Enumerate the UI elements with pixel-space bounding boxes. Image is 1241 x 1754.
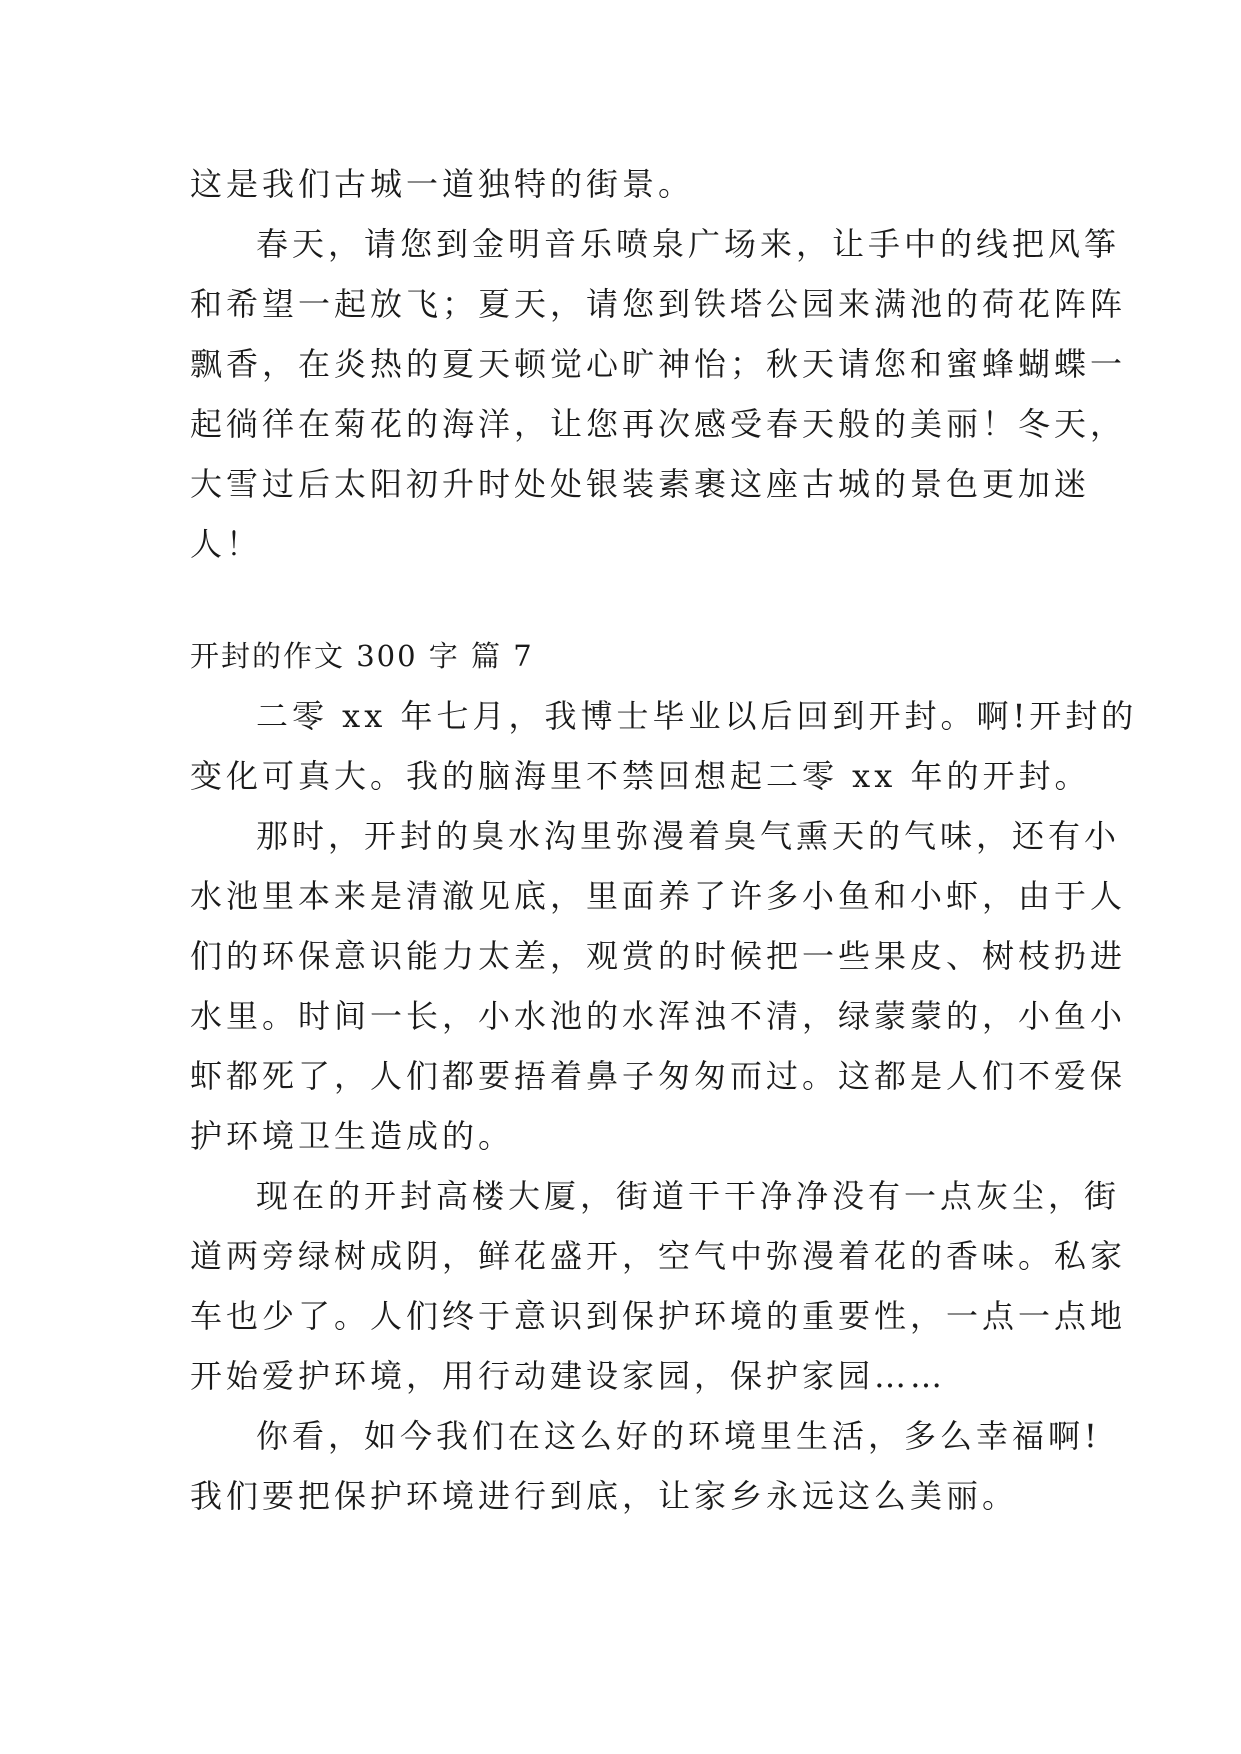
text-line: 起徜徉在菊花的海洋，让您再次感受春天般的美丽！冬天， <box>190 405 1127 443</box>
text-line: 虾都死了，人们都要捂着鼻子匆匆而过。这都是人们不爱保 <box>190 1057 1127 1095</box>
text-line: 变化可真大。我的脑海里不禁回想起二零 xx 年的开封。 <box>190 757 1091 795</box>
text-line: 春天，请您到金明音乐喷泉广场来，让手中的线把风筝 <box>256 225 1121 263</box>
text-line: 车也少了。人们终于意识到保护环境的重要性，一点一点地 <box>190 1297 1127 1335</box>
text-line: 现在的开封高楼大厦，街道干干净净没有一点灰尘，街 <box>256 1177 1121 1215</box>
text-line: 这是我们古城一道独特的街景。 <box>190 165 695 203</box>
text-line: 护环境卫生造成的。 <box>190 1117 515 1155</box>
text-line: 我们要把保护环境进行到底，让家乡永远这么美丽。 <box>190 1477 1019 1515</box>
text-line: 你看，如今我们在这么好的环境里生活，多么幸福啊! <box>256 1417 1101 1455</box>
text-line: 飘香，在炎热的夏天顿觉心旷神怡；秋天请您和蜜蜂蝴蝶一 <box>190 345 1127 383</box>
text-line: 水池里本来是清澈见底，里面养了许多小鱼和小虾，由于人 <box>190 877 1127 915</box>
text-line: 那时，开封的臭水沟里弥漫着臭气熏天的气味，还有小 <box>256 817 1121 855</box>
text-line: 人！ <box>190 525 263 563</box>
text-line: 们的环保意识能力太差，观赏的时候把一些果皮、树枝扔进 <box>190 937 1127 975</box>
text-line: 开始爱护环境，用行动建设家园，保护家园…… <box>190 1357 947 1395</box>
text-line: 水里。时间一长，小水池的水浑浊不清，绿蒙蒙的，小鱼小 <box>190 997 1127 1035</box>
text-line: 二零 xx 年七月，我博士毕业以后回到开封。啊!开封的 <box>256 697 1138 735</box>
section-heading: 开封的作文 300 字 篇 7 <box>190 639 534 673</box>
text-line: 大雪过后太阳初升时处处银装素裹这座古城的景色更加迷 <box>190 465 1091 503</box>
text-line: 道两旁绿树成阴，鲜花盛开，空气中弥漫着花的香味。私家 <box>190 1237 1127 1275</box>
text-line: 和希望一起放飞；夏天，请您到铁塔公园来满池的荷花阵阵 <box>190 285 1127 323</box>
